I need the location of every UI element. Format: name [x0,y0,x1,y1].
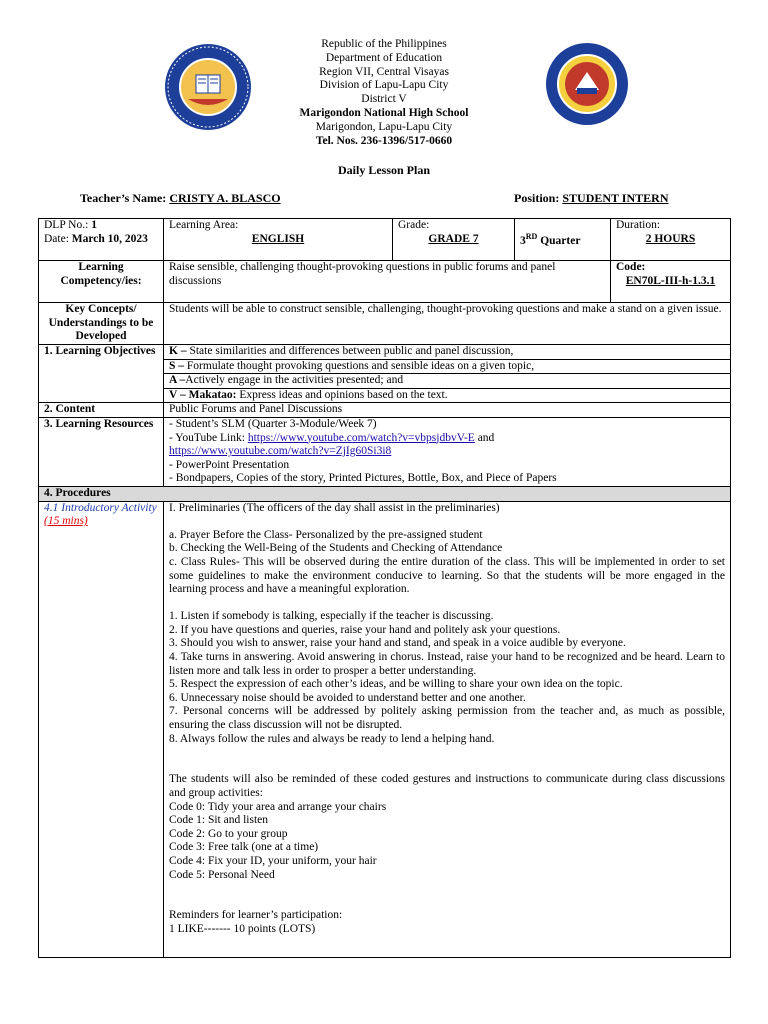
intro-activity-content [164,501,731,957]
class-rules-item: c. Class Rules- This will be observed during the entire duration of the class. This will be implemented in order to set some guidelines to make the environment conducive to learning. So that the students will be more engaged in the learning process and have a meaningful exploration. [169,555,725,596]
code-label: Code: [616,261,646,273]
rule-item: 6. Unnecessary noise should be avoided to understand better and one another. [169,691,526,704]
table-row [39,345,731,360]
resource-materials: - Bondpapers, Copies of the story, Printed Pictures, Bottle, Box, and Piece of Papers [169,472,557,485]
code-item: Code 5: Personal Need [169,868,275,881]
resource-slm: - Student’s SLM (Quarter 3-Module/Week 7) [169,417,377,430]
duration-cell [611,219,731,261]
resources-cell [164,417,731,486]
grade-value: GRADE 7 [428,232,479,245]
header-line-5: District V [361,93,407,106]
quarter-suffix: RD [525,232,538,242]
procedures-heading: 4. Procedures [39,486,731,501]
learning-area-label: Learning Area: [169,219,239,231]
intro-activity-title: Introductory Activity [61,501,157,514]
competency-text: Raise sensible, challenging thought-provoking questions in public forums and panel discussions [164,261,611,303]
teacher-name: CRISTY A. BLASCO [169,191,281,205]
quarter-label: Quarter [540,235,581,248]
rule-item: 7. Personal concerns will be addressed by politely asking permission from the teacher and, as much as possible, ensuring the class discussion will not be disrupted. [169,705,725,732]
school-name: Marigondon National High School [299,106,469,119]
rule-item: 5. Respect the expression of each other’s ideas, and be willing to share your own idea on the topic. [169,678,623,691]
code-value: EN70L-III-h-1.3.1 [625,274,716,287]
date-value: March 10, 2023 [71,232,148,245]
objective-s [164,359,731,374]
quarter-number: 3 [520,235,526,248]
code-item: Code 3: Free talk (one at a time) [169,841,319,854]
grade-label: Grade: [398,219,430,231]
rule-item: 3. Should you wish to answer, raise your hand and stand, and speak in a voice audible by everyone. [169,637,626,650]
objective-v-key: V – Makatao: [169,388,237,401]
table-row [39,219,731,261]
resource-youtube [169,432,725,446]
learning-area-cell [164,219,393,261]
code-item: Code 2: Go to your group [169,827,288,840]
header-line-4: Division of Lapu-Lapu City [319,79,449,92]
key-concepts-text: Students will be able to construct sensible, challenging, thought-provoking questions and make a stand on a given issue. [164,303,731,345]
code-item: Code 0: Tidy your area and arrange your chairs [169,800,387,813]
duration-value: 2 HOURS [645,232,696,245]
table-row [39,261,731,303]
codes-intro: The students will also be reminded of these coded gestures and instructions to communicate during class discussions and group activities: [169,773,725,799]
objective-k-key: K – [169,345,187,357]
position-label: Position: [514,191,560,205]
objective-s-key: S – [169,359,185,372]
duration-label: Duration: [616,219,661,231]
like-points: 1 LIKE------- 10 points (LOTS) [169,922,316,935]
table-row [39,403,731,418]
intro-activity-number: 4.1 [44,501,59,514]
dlp-label: DLP No.: [44,219,89,231]
objective-s-text: Formulate thought provoking questions and sensible ideas on a given topic, [184,359,535,372]
letterhead [234,38,534,148]
rule-item: 2. If you have questions and queries, raise your hand and politely ask your questions. [169,623,561,636]
school-address: Marigondon, Lapu-Lapu City [315,120,453,133]
learning-area-value: ENGLISH [251,232,305,245]
division-logo [545,42,629,126]
youtube-link-1[interactable]: https://www.youtube.com/watch?v=vbpsjdbvV-E [247,431,475,444]
quarter-cell [515,219,611,261]
header-line-1: Republic of the Philippines [321,38,447,50]
code-item: Code 4: Fix your ID, your uniform, your hair [169,854,377,867]
rule-item: 1. Listen if somebody is talking, especially if the teacher is discussing. [169,610,494,623]
resource-ppt: - PowerPoint Presentation [169,458,290,471]
rule-item: 8. Always follow the rules and always be ready to lend a helping hand. [169,732,495,745]
objective-a [164,374,731,389]
code-item: Code 1: Sit and listen [169,814,269,827]
intro-activity-label [39,501,164,957]
table-row [39,486,731,501]
school-telephone: Tel. Nos. 236-1396/517-0660 [315,134,453,147]
objective-a-key: A – [169,374,186,387]
resources-label: 3. Learning Resources [39,417,164,486]
objective-v-text: Express ideas and opinions based on the text. [236,388,448,401]
dlp-number: 1 [91,219,97,231]
date-label: Date: [44,232,69,245]
teacher-line [80,191,281,206]
objective-k-text: State similarities and differences between public and panel discussion, [186,345,514,357]
youtube-link-2[interactable]: https://www.youtube.com/watch?v=ZjIg60Si3i8 [169,445,392,458]
content-label: 2. Content [39,403,164,418]
intro-activity-time: (15 mins) [44,515,88,528]
position-line [514,191,669,206]
grade-cell [393,219,515,261]
resource-and: and [474,431,495,444]
header-line-2: Department of Education [325,51,443,64]
position-value: STUDENT INTERN [562,191,669,205]
lesson-plan-table [38,218,731,958]
resource-youtube-prefix: - YouTube Link: [169,431,248,444]
header-line-3: Region VII, Central Visayas [319,65,449,78]
rule-item: 4. Take turns in answering. Avoid answering in chorus. Instead, raise your hand to be recognized and be heard. Learn to listen more and talk less in order to prosper a better understanding. [169,651,725,677]
teacher-label: Teacher’s Name: [80,191,167,205]
content-text: Public Forums and Panel Discussions [164,403,731,418]
attendance-item: b. Checking the Well-Being of the Students and Checking of Attendance [169,542,503,555]
preliminaries-heading: I. Preliminaries (The officers of the day shall assist in the preliminaries) [169,501,500,514]
table-row [39,417,731,486]
prayer-item: a. Prayer Before the Class- Personalized by the pre-assigned student [169,528,483,541]
dlp-cell [39,219,164,261]
objective-a-text: Actively engage in the activities presented; and [185,374,404,387]
table-row [39,303,731,345]
document-title: Daily Lesson Plan [337,163,430,177]
objective-k [164,345,731,360]
competency-label: Learning Competency/ies: [39,261,164,303]
key-concepts-label: Key Concepts/ Understandings to be Developed [39,303,164,345]
code-cell [611,261,731,303]
table-row [39,501,731,957]
objective-v [164,388,731,403]
reminders-heading: Reminders for learner’s participation: [169,909,343,922]
objectives-label: 1. Learning Objectives [39,345,164,403]
